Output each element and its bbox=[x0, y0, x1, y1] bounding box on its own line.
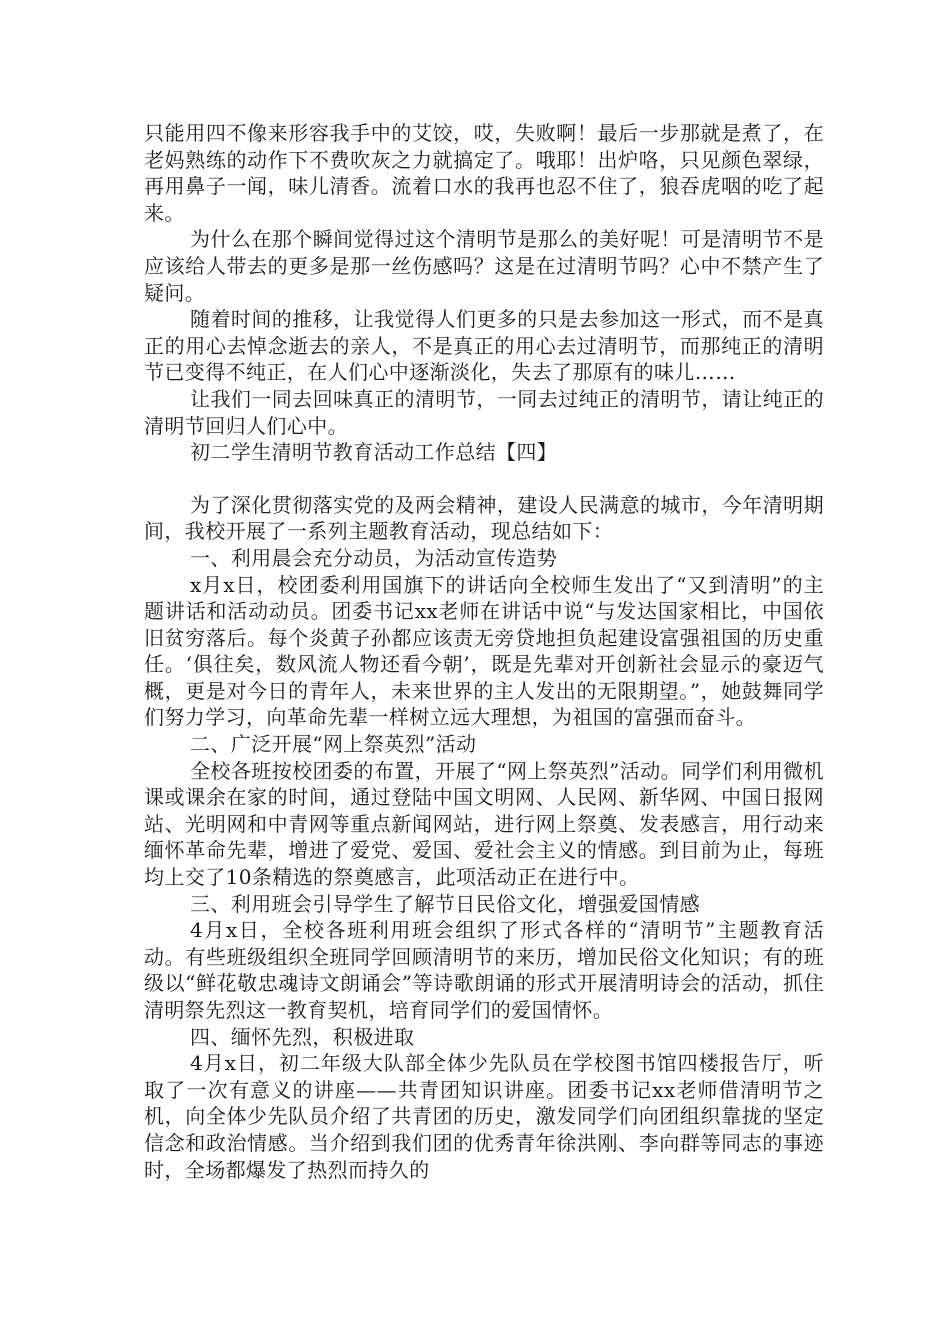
section-title: 初二学生清明节教育活动工作总结【四】 bbox=[190, 440, 558, 465]
spacer bbox=[144, 466, 824, 492]
document-page bbox=[144, 120, 824, 1183]
paragraph: 只能用四不像来形容我手中的艾饺，哎，失败啊！最后一步那就是煮了，在老妈熟练的动作下不费吹灰之力就搞定了。哦耶！出炉咯，只见颜色翠绿，再用鼻子一闻，味儿清香。流着口水的我再也忍不住了，狼吞虎咽的吃了起来。 bbox=[144, 121, 824, 225]
paragraph: x月x日，校团委利用国旗下的讲话向全校师生发出了“又到清明”的主题讲话和活动动员。团委书记xx老师在讲话中说“与发达国家相比，中国依旧贫穷落后。每个炎黄子孙都应该责无旁贷地担负起建设富强祖国的历史重任。‘俱往矣，数风流人物还看今朝’，既是先辈对开创新社会显示的豪迈气概，更是对今日的青年人，未来世界的主人发出的无限期望。”，她鼓舞同学们努力学习，向革命先辈一样树立远大理想，为祖国的富强而奋斗。 bbox=[144, 572, 824, 730]
heading: 四、缅怀先烈，积极进取 bbox=[190, 1024, 415, 1049]
paragraph: 为什么在那个瞬间觉得过这个清明节是那么的美好呢！可是清明节不是应该给人带去的更多是那一丝伤感吗？这是在过清明节吗？心中不禁产生了疑问。 bbox=[144, 227, 824, 305]
paragraph: 随着时间的推移，让我觉得人们更多的只是去参加这一形式，而不是真正的用心去悼念逝去的亲人，不是真正的用心去过清明节，而那纯正的清明节已变得不纯正，在人们心中逐渐淡化，失去了那原有的味儿…… bbox=[144, 307, 824, 385]
paragraph: 全校各班按校团委的布置，开展了“网上祭英烈”活动。同学们利用微机课或课余在家的时间，通过登陆中国文明网、人民网、新华网、中国日报网站、光明网和中青网等重点新闻网站，进行网上祭奠、发表感言，用行动来缅怀革命先辈，增进了爱党、爱国、爱社会主义的情感。到目前为止，每班均上交了10条精选的祭奠感言，此项活动正在进行中。 bbox=[144, 758, 824, 890]
heading: 二、广泛开展“网上祭英烈”活动 bbox=[190, 732, 477, 757]
paragraph: 4月x日，全校各班利用班会组织了形式各样的“清明节”主题教育活动。有些班级组织全班同学回顾清明节的来历，增加民俗文化知识；有的班级以“鲜花敬忠魂诗文朗诵会”等诗歌朗诵的形式开展清明诗会的活动，抓住清明祭先烈这一教育契机，培育同学们的爱国情怀。 bbox=[144, 918, 824, 1022]
paragraph: 为了深化贯彻落实党的及两会精神，建设人民满意的城市，今年清明期间，我校开展了一系列主题教育活动，现总结如下： bbox=[144, 492, 824, 544]
heading: 三、利用班会引导学生了解节日民俗文化，增强爱国情感 bbox=[190, 891, 700, 916]
heading: 一、利用晨会充分动员，为活动宣传造势 bbox=[190, 545, 558, 570]
paragraph: 让我们一同去回味真正的清明节，一同去过纯正的清明节，请让纯正的清明节回归人们心中。 bbox=[144, 386, 824, 438]
paragraph: 4月x日，初二年级大队部全体少先队员在学校图书馆四楼报告厅，听取了一次有意义的讲座——共青团知识讲座。团委书记xx老师借清明节之机，向全体少先队员介绍了共青团的历史，激发同学们向团组织靠拢的坚定信念和政治情感。当介绍到我们团的优秀青年徐洪刚、李向群等同志的事迹时，全场都爆发了热烈而持久的 bbox=[144, 1051, 824, 1182]
